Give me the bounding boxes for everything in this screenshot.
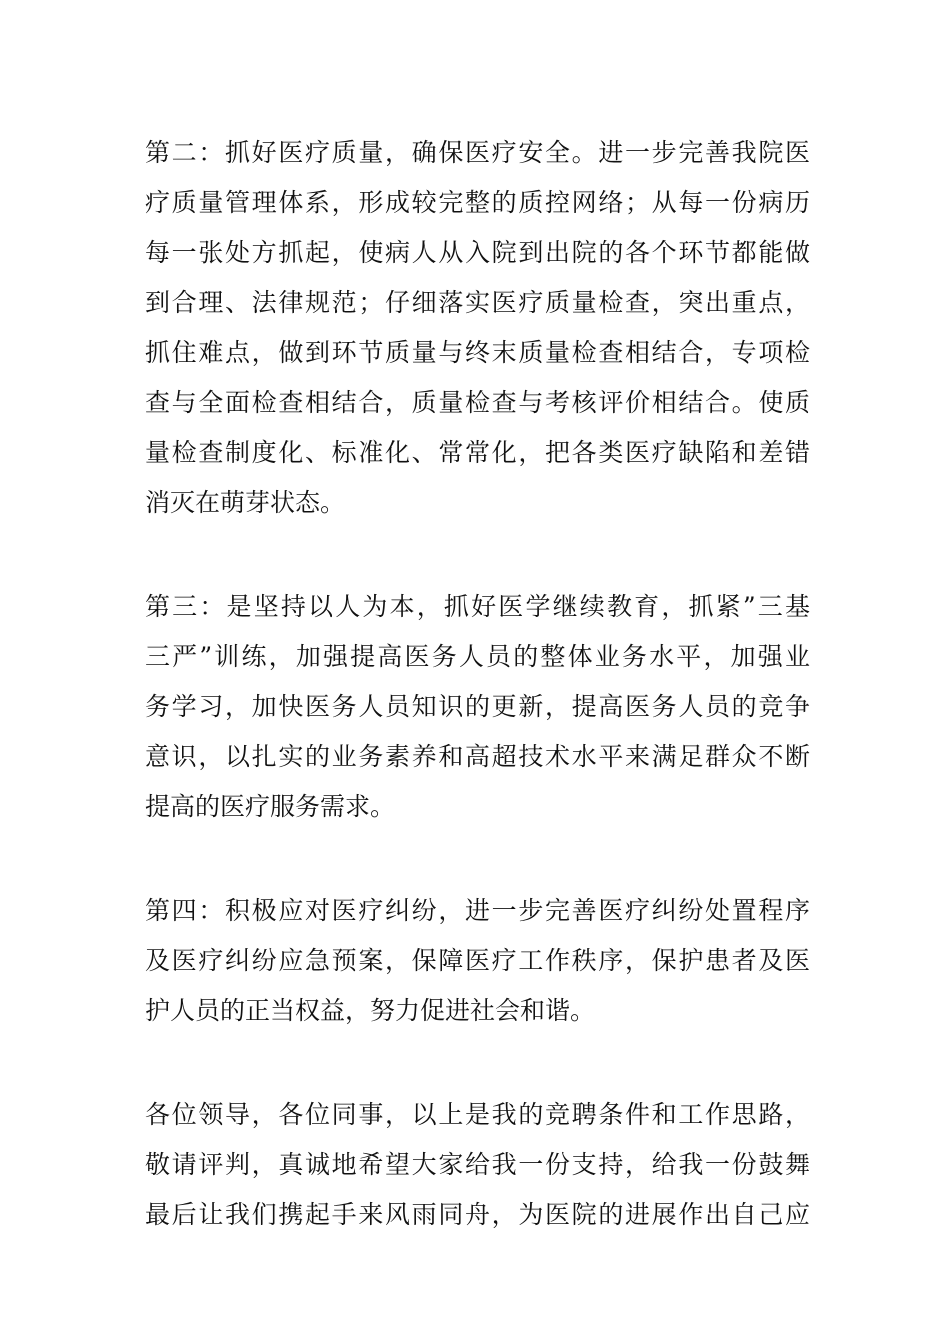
text-line: 提高的医疗服务需求。 [145, 792, 396, 821]
text-line: 务学习，加快医务人员知识的更新，提高医务人员的竞争 [145, 692, 810, 721]
text-line: 最后让我们携起手来风雨同舟，为医院的进展作出自己应 [145, 1200, 810, 1229]
text-line: 抓住难点，做到环节质量与终末质量检查相结合，专项检 [145, 338, 810, 367]
text-line: 每一张处方抓起，使病人从入院到出院的各个环节都能做 [145, 238, 810, 267]
paragraph-closing [145, 1090, 810, 1240]
text-line: 三严”训练，加强提高医务人员的整体业务水平，加强业 [145, 642, 810, 671]
text-line: 查与全面检查相结合，质量检查与考核评价相结合。使质 [145, 388, 810, 417]
text-line: 疗质量管理体系，形成较完整的质控网络；从每一份病历 [145, 188, 810, 217]
paragraph-spacer [145, 528, 810, 582]
paragraph-continuing-education [145, 582, 810, 832]
text-line: 意识，以扎实的业务素养和高超技术水平来满足群众不断 [145, 742, 810, 771]
text-line: 各位领导，各位同事，以上是我的竞聘条件和工作思路， [145, 1100, 810, 1129]
paragraph-medical-disputes [145, 886, 810, 1036]
text-line: 敬请评判，真诚地希望大家给我一份支持，给我一份鼓舞 [145, 1150, 810, 1179]
paragraph-spacer [145, 1036, 810, 1090]
text-line: 第二：抓好医疗质量，确保医疗安全。进一步完善我院医 [145, 138, 810, 167]
document-body [145, 128, 810, 1240]
text-line: 量检查制度化、标准化、常常化，把各类医疗缺陷和差错 [145, 438, 810, 467]
text-line: 及医疗纠纷应急预案，保障医疗工作秩序，保护患者及医 [145, 946, 810, 975]
text-line: 到合理、法律规范；仔细落实医疗质量检查，突出重点， [145, 288, 810, 317]
text-line: 消灭在萌芽状态。 [145, 488, 346, 517]
paragraph-spacer [145, 832, 810, 886]
text-line: 第三：是坚持以人为本，抓好医学继续教育，抓紧”三基 [145, 592, 810, 621]
paragraph-medical-quality [145, 128, 810, 528]
text-line: 护人员的正当权益，努力促进社会和谐。 [145, 996, 596, 1025]
text-line: 第四：积极应对医疗纠纷，进一步完善医疗纠纷处置程序 [145, 896, 810, 925]
